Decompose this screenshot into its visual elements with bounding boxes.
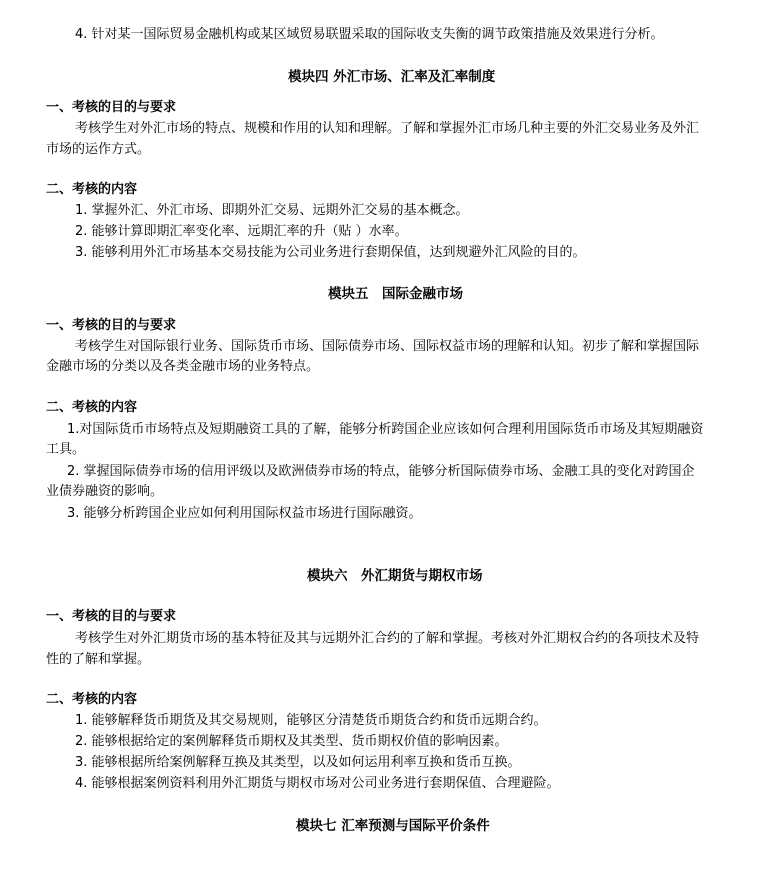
module5-section1-heading: 一、考核的目的与要求 xyxy=(46,318,177,333)
module4-section1-heading: 一、考核的目的与要求 xyxy=(46,100,177,115)
module5-section2-heading: 二、考核的内容 xyxy=(46,400,138,415)
module4-title: 模块四 外汇市场、汇率及汇率制度 xyxy=(288,69,496,85)
module5-section1-paragraph-line1: 考核学生对国际银行业务、国际货币市场、国际债券市场、国际权益市场的理解和认知。初步了解和掌握国际 xyxy=(75,339,700,354)
module5-section1-paragraph-line2: 金融市场的分类以及各类金融市场的业务特点。 xyxy=(46,359,320,374)
module4-list-item: 2. 能够计算即期汇率变化率、远期汇率的升（贴 ）水率。 xyxy=(75,224,408,239)
module5-list-item: 3. 能够分析跨国企业应如何利用国际权益市场进行国际融资。 xyxy=(67,506,422,521)
module4-list-item: 3. 能够利用外汇市场基本交易技能为公司业务进行套期保值，达到规避外汇风险的目的。 xyxy=(75,245,586,260)
module6-section1-paragraph-line1: 考核学生对外汇期货市场的基本特征及其与远期外汇合约的了解和掌握。考核对外汇期权合约的各项技术及特 xyxy=(75,631,700,646)
module4-section1-paragraph-line1: 考核学生对外汇市场的特点、规模和作用的认知和理解。了解和掌握外汇市场几种主要的外汇交易业务及外汇 xyxy=(75,121,700,136)
module6-title: 模块六 外汇期货与期权市场 xyxy=(307,568,483,584)
module6-section1-paragraph-line2: 性的了解和掌握。 xyxy=(46,652,151,667)
module6-list-item: 2. 能够根据给定的案例解释货币期权及其类型、货币期权价值的影响因素。 xyxy=(75,734,508,749)
module4-list-item: 1. 掌握外汇、外汇市场、即期外汇交易、远期外汇交易的基本概念。 xyxy=(75,203,469,218)
module7-title: 模块七 汇率预测与国际平价条件 xyxy=(296,818,490,834)
module5-list-item-line: 工具。 xyxy=(46,442,86,457)
module5-list-item-line: 业债券融资的影响。 xyxy=(46,484,164,499)
module6-section2-heading: 二、考核的内容 xyxy=(46,692,138,707)
top-list-item: 4. 针对某一国际贸易金融机构或某区域贸易联盟采取的国际收支失衡的调节政策措施及效果进行分析。 xyxy=(75,27,664,42)
module5-list-item-line: 1.对国际货币市场特点及短期融资工具的了解，能够分析跨国企业应该如何合理利用国际货币市场及其短期融资 xyxy=(67,422,704,437)
module6-list-item: 3. 能够根据所给案例解释互换及其类型，以及如何运用利率互换和货币互换。 xyxy=(75,755,521,770)
module5-title: 模块五 国际金融市场 xyxy=(328,286,463,302)
module4-section1-paragraph-line2: 市场的运作方式。 xyxy=(46,142,151,157)
module6-list-item: 4. 能够根据案例资料利用外汇期货与期权市场对公司业务进行套期保值、合理避险。 xyxy=(75,776,560,791)
module4-section2-heading: 二、考核的内容 xyxy=(46,182,138,197)
module6-list-item: 1. 能够解释货币期货及其交易规则，能够区分清楚货币期货合约和货币远期合约。 xyxy=(75,713,547,728)
module6-section1-heading: 一、考核的目的与要求 xyxy=(46,609,177,624)
module5-list-item-line: 2. 掌握国际债券市场的信用评级以及欧洲债券市场的特点，能够分析国际债券市场、金融工具的变化对跨国企 xyxy=(67,464,695,479)
